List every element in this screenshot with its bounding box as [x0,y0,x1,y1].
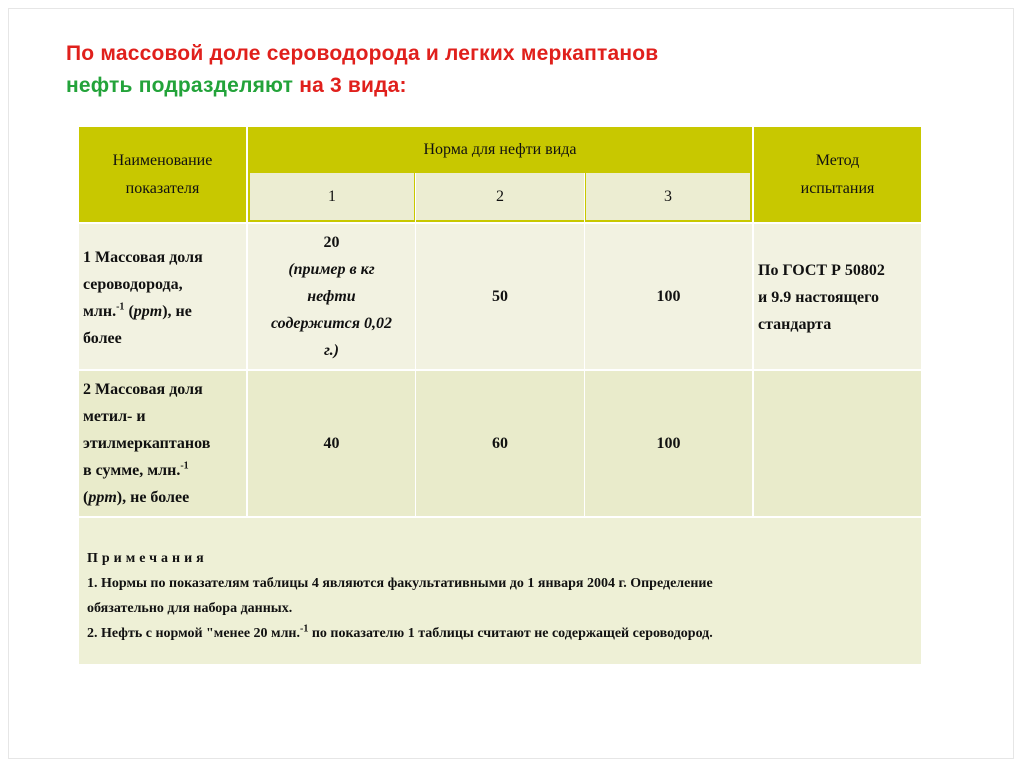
row2-type2-cell [416,371,584,516]
notes-block [79,518,921,664]
header-name-line1: Наименование [112,151,213,169]
row2-type1-cell [248,371,415,516]
row1-method-line: стандарта [758,316,832,333]
row2-name-line: (ppm), не более [83,489,190,506]
row1-type2-value: 50 [492,288,508,305]
header-method-line1: Метод [815,151,860,169]
title-line-1: По массовой доле сероводорода и легких меркаптанов [66,42,659,65]
row2-name-cell [79,371,246,516]
row1-type1-note: нефти [307,288,356,305]
row1-name-cell [79,224,246,369]
header-name-line2: показателя [125,179,200,197]
title-line-2 [66,70,966,102]
row1-type3-value: 100 [656,288,681,305]
row2-name-line: этилмеркаптанов [83,435,211,452]
row2-type2-value: 60 [492,435,508,452]
title-green-part: нефть подразделяют [66,74,294,97]
row1-name-line: более [83,330,122,347]
row2-name-line: в сумме, млн.$^{-1}$ [83,460,189,479]
row1-name-line: млн.$^{-1}$ (ppm), не [83,301,192,320]
type-3-label: 3 [664,188,672,205]
row1-type1-note: (пример в кг [288,261,375,278]
row2-name-line: 2 Массовая доля [83,381,203,398]
row1-type3-cell [585,224,752,369]
row1-type1-cell [248,224,415,369]
row2-type3-cell [585,371,752,516]
row1-method-line: По ГОСТ Р 50802 [758,262,885,279]
note-1-line-1: 1. Нормы по показателям таблицы 4 являются факультативными до 1 января 2004 г. Определение [87,576,713,591]
notes-heading: Примечания [87,551,208,566]
header-norm-cell [248,127,752,173]
row2-type3-value: 100 [656,435,681,452]
type-2-label: 2 [496,188,504,205]
row2-method-cell [754,371,921,516]
header-type-2 [416,173,584,222]
type-1-label: 1 [328,188,336,205]
header-method-line2: испытания [800,179,875,197]
row1-name-line: 1 Массовая доля [83,249,203,266]
row1-type2-cell [416,224,584,369]
row1-type1-value: 20 [323,234,340,251]
row1-method-line: и 9.9 настоящего [758,289,880,306]
note-2: 2. Нефть с нормой "менее 20 млн.$^{-1}$ по показателю 1 таблицы считают не содержащей сероводород. [87,623,713,641]
row2-name-line: метил- и [83,408,146,425]
header-norm-label: Норма для нефти вида [423,141,577,158]
header-name-cell [79,127,246,222]
header-type-3 [585,173,752,222]
row1-type1-note: г.) [323,342,340,359]
title-red-part: на 3 вида: [293,74,407,97]
row1-type1-note: содержится 0,02 [270,315,393,332]
row1-method-cell [754,224,921,369]
note-1-line-2: обязательно для набора данных. [87,601,293,616]
slide-title [66,38,966,102]
header-type-1 [248,173,415,222]
row2-type1-value: 40 [323,435,340,452]
row1-name-line: сероводорода, [83,276,183,293]
header-method-cell [754,127,921,222]
